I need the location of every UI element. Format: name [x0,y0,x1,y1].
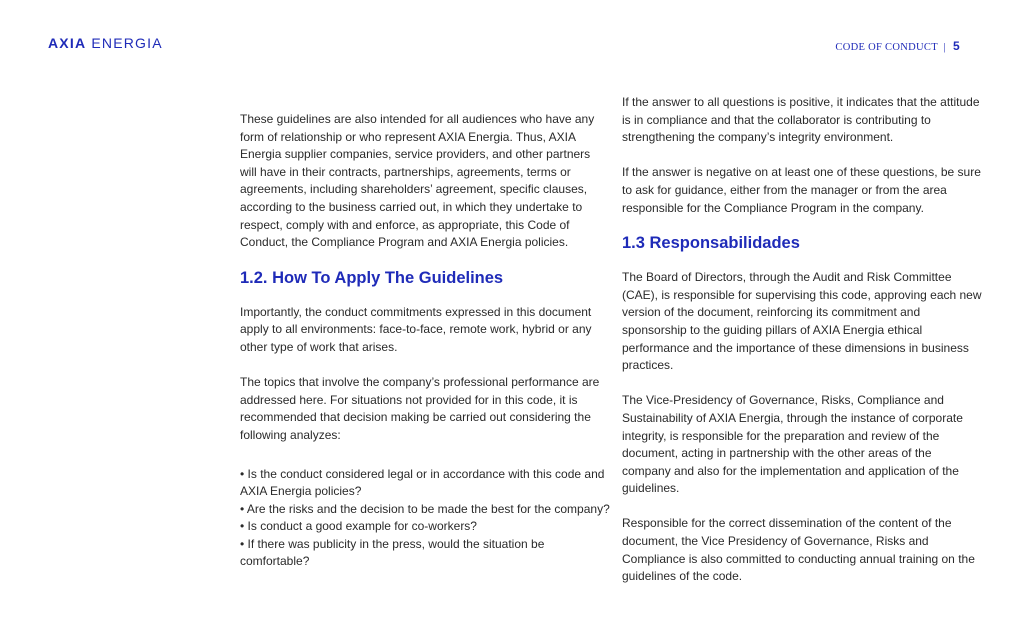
list-item: • Are the risks and the decision to be made the best for the company? • Is conduct a good example for co-workers? [240,501,610,534]
paragraph: Responsible for the correct dissemination of the content of the document, the Vice Presidency of Governance, Risks and Compliance is also committed to conducting annual training on the guidelines of the code. [622,516,975,584]
logo-axia: AXIA [48,35,87,51]
right-column [622,94,982,586]
list-item: • Is the conduct considered legal or in accordance with this code and AXIA Energia policies? [240,466,605,499]
intro-paragraph: These guidelines are also intended for all audiences who have any form of relationship or who represent AXIA Energia. Thus, AXIA Energia supplier companies, service providers, and other partners will have in their contracts, partnerships, agreements, terms or agreements, including shareholders’ agreement, specific clauses, according to the business carried out, in which they undertake to respect, comply with and enforce, as appropriate, this Code of Conduct, the Compliance Program and AXIA Energia policies. [240,112,595,250]
paragraph: If the answer is negative on at least one of these questions, be sure to ask for guidance, either from the manager or from the area responsible for the Compliance Program in the company. [622,165,981,215]
list-item: • If there was publicity in the press, would the situation be comfortable? [240,536,545,569]
document-title: CODE OF CONDUCT [835,42,938,53]
page-number: 5 [953,39,960,53]
paragraph: The topics that involve the company’s professional performance are addressed here. For situations not provided for in this code, it is recommended that decision making be carried out considering the following analyzes: [240,375,600,442]
question-list [240,466,610,572]
paragraph: Importantly, the conduct commitments expressed in this document apply to all environments: face-to-face, remote work, hybrid or any other type of work that arises. [240,304,592,354]
left-column [240,111,610,571]
section-heading-1-2: 1.2. How To Apply The Guidelines [240,268,504,287]
logo-energia: ENERGIA [91,35,163,51]
company-logo [48,35,163,51]
paragraph: The Board of Directors, through the Audit and Risk Committee (CAE), is responsible for supervising this code, approving each new version of the document, reinforcing its commitment and sponsorship to the guiding pillars of AXIA Energia ethical performance and the importance of these dimensions in business practices. [622,270,982,373]
paragraph: The Vice-Presidency of Governance, Risks, Compliance and Sustainability of AXIA Energia, through the instance of corporate integrity, is responsible for the preparation and review of the document, acting in partnership with the other areas of the company and also for the implementation and application of the guidelines. [622,393,963,496]
running-header [835,39,960,53]
paragraph: If the answer to all questions is positive, it indicates that the attitude is in compliance and that the collaborator is contributing to strengthening the company’s integrity environment. [622,95,980,145]
header-separator: | [943,42,947,53]
section-heading-1-3: 1.3 Responsabilidades [622,234,800,253]
